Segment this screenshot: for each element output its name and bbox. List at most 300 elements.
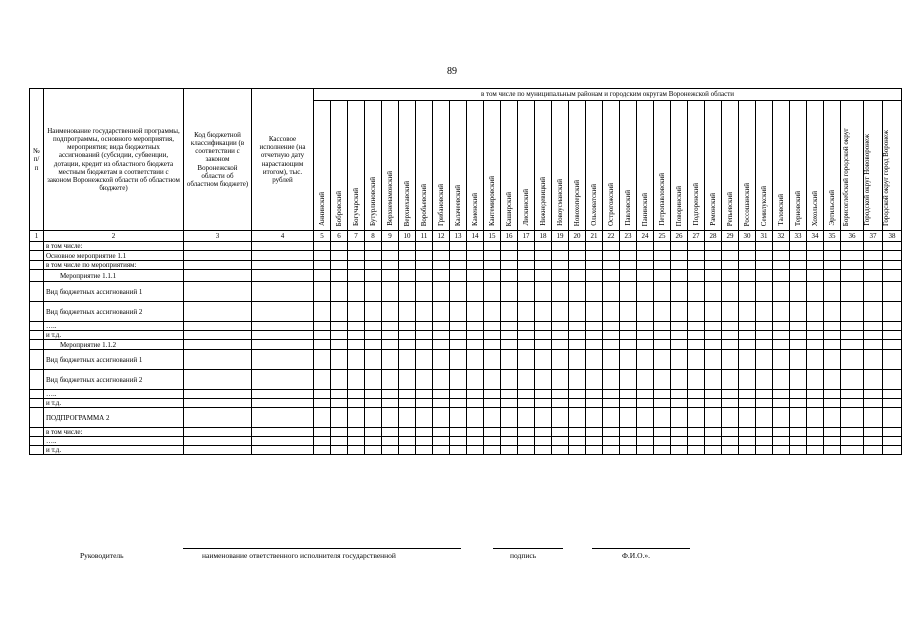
- data-cell: [535, 399, 552, 408]
- data-cell: [722, 261, 739, 270]
- data-cell: [450, 370, 467, 390]
- data-cell: [722, 350, 739, 370]
- header-district: Кантемировский: [484, 101, 501, 231]
- row-number-cell: [30, 242, 44, 251]
- data-cell: [450, 350, 467, 370]
- name-caption: наименование ответственного исполнителя государственной: [202, 551, 396, 560]
- data-cell: [883, 428, 902, 437]
- data-cell: [552, 282, 569, 302]
- data-cell: [790, 251, 807, 261]
- data-cell: [654, 340, 671, 350]
- data-cell: [790, 282, 807, 302]
- header-district: Верхнемамонский: [382, 101, 399, 231]
- header-district: Терновский: [790, 101, 807, 231]
- data-cell: [773, 408, 790, 428]
- page-number: 89: [447, 66, 457, 77]
- data-cell: [654, 408, 671, 428]
- data-cell: [433, 322, 450, 331]
- column-number: 12: [433, 231, 450, 242]
- data-cell: [484, 251, 501, 261]
- row-label: …..: [44, 322, 184, 331]
- header-district: Богучарский: [348, 101, 365, 231]
- data-cell: [705, 322, 722, 331]
- data-cell: [552, 261, 569, 270]
- data-cell: [535, 370, 552, 390]
- data-cell: [252, 350, 314, 370]
- data-cell: [637, 428, 654, 437]
- data-cell: [864, 242, 883, 251]
- data-cell: [739, 437, 756, 446]
- data-cell: [654, 437, 671, 446]
- data-cell: [518, 340, 535, 350]
- data-cell: [535, 340, 552, 350]
- data-cell: [348, 399, 365, 408]
- data-cell: [184, 302, 252, 322]
- data-cell: [569, 340, 586, 350]
- data-cell: [864, 390, 883, 399]
- data-cell: [739, 390, 756, 399]
- data-cell: [450, 399, 467, 408]
- row-label: в том числе по мероприятиям:: [44, 261, 184, 270]
- column-number: 27: [688, 231, 705, 242]
- column-number: 26: [671, 231, 688, 242]
- data-cell: [883, 370, 902, 390]
- data-cell: [790, 322, 807, 331]
- data-cell: [586, 399, 603, 408]
- data-cell: [433, 340, 450, 350]
- data-cell: [824, 350, 841, 370]
- data-cell: [484, 408, 501, 428]
- header-district: Новоусманский: [552, 101, 569, 231]
- data-cell: [705, 428, 722, 437]
- column-number: 9: [382, 231, 399, 242]
- data-cell: [467, 408, 484, 428]
- data-cell: [824, 282, 841, 302]
- data-cell: [365, 242, 382, 251]
- data-cell: [705, 270, 722, 282]
- fio-caption: Ф.И.О.».: [622, 551, 651, 560]
- data-cell: [348, 251, 365, 261]
- header-district: Калачеевский: [450, 101, 467, 231]
- data-cell: [518, 331, 535, 340]
- data-cell: [382, 261, 399, 270]
- data-cell: [654, 350, 671, 370]
- data-cell: [467, 350, 484, 370]
- data-cell: [705, 282, 722, 302]
- data-cell: [705, 370, 722, 390]
- data-cell: [864, 302, 883, 322]
- data-cell: [382, 437, 399, 446]
- data-cell: [365, 340, 382, 350]
- column-number: 22: [603, 231, 620, 242]
- data-cell: [841, 282, 864, 302]
- data-cell: [399, 261, 416, 270]
- data-cell: [535, 282, 552, 302]
- data-cell: [184, 270, 252, 282]
- data-cell: [365, 390, 382, 399]
- header-district: Эртильский: [824, 101, 841, 231]
- data-cell: [864, 437, 883, 446]
- data-cell: [252, 302, 314, 322]
- data-cell: [501, 446, 518, 455]
- data-cell: [552, 408, 569, 428]
- data-cell: [382, 331, 399, 340]
- data-cell: [314, 242, 331, 251]
- row-label: Вид бюджетных ассигнований 1: [44, 282, 184, 302]
- data-cell: [365, 370, 382, 390]
- data-cell: [807, 446, 824, 455]
- column-number: 18: [535, 231, 552, 242]
- column-number: 24: [637, 231, 654, 242]
- data-cell: [637, 399, 654, 408]
- data-cell: [433, 331, 450, 340]
- data-cell: [756, 282, 773, 302]
- data-cell: [790, 242, 807, 251]
- data-cell: [790, 437, 807, 446]
- header-district: Лискинский: [518, 101, 535, 231]
- data-cell: [382, 251, 399, 261]
- data-cell: [586, 408, 603, 428]
- report-table: [29, 88, 902, 455]
- signature-line: [493, 548, 563, 549]
- row-label: и т.д.: [44, 446, 184, 455]
- data-cell: [535, 331, 552, 340]
- data-cell: [348, 282, 365, 302]
- data-cell: [620, 408, 637, 428]
- data-cell: [790, 261, 807, 270]
- data-cell: [883, 270, 902, 282]
- data-cell: [603, 242, 620, 251]
- table-row: [30, 408, 902, 428]
- data-cell: [331, 399, 348, 408]
- data-cell: [654, 302, 671, 322]
- data-cell: [365, 446, 382, 455]
- data-cell: [382, 370, 399, 390]
- column-number: 1: [30, 231, 44, 242]
- data-cell: [501, 370, 518, 390]
- data-cell: [883, 302, 902, 322]
- table-row: [30, 261, 902, 270]
- column-number: 35: [824, 231, 841, 242]
- data-cell: [569, 370, 586, 390]
- data-cell: [365, 261, 382, 270]
- data-cell: [399, 399, 416, 408]
- data-cell: [535, 390, 552, 399]
- table-row: [30, 428, 902, 437]
- data-cell: [864, 251, 883, 261]
- data-cell: [518, 437, 535, 446]
- data-cell: [654, 282, 671, 302]
- data-cell: [790, 408, 807, 428]
- data-cell: [467, 251, 484, 261]
- data-cell: [688, 408, 705, 428]
- data-cell: [790, 331, 807, 340]
- data-cell: [586, 322, 603, 331]
- data-cell: [756, 261, 773, 270]
- data-cell: [603, 408, 620, 428]
- data-cell: [467, 322, 484, 331]
- data-cell: [705, 446, 722, 455]
- data-cell: [416, 270, 433, 282]
- data-cell: [586, 261, 603, 270]
- row-label: Вид бюджетных ассигнований 2: [44, 302, 184, 322]
- data-cell: [705, 399, 722, 408]
- header-district: Городской округ Нововоронеж: [864, 101, 883, 231]
- data-cell: [348, 390, 365, 399]
- data-cell: [552, 270, 569, 282]
- data-cell: [331, 437, 348, 446]
- data-cell: [637, 340, 654, 350]
- data-cell: [416, 370, 433, 390]
- data-cell: [722, 331, 739, 340]
- data-cell: [688, 399, 705, 408]
- data-cell: [688, 390, 705, 399]
- table-row: [30, 282, 902, 302]
- data-cell: [586, 251, 603, 261]
- data-cell: [586, 302, 603, 322]
- data-cell: [382, 408, 399, 428]
- header-district: Рамонский: [705, 101, 722, 231]
- table-row: [30, 340, 902, 350]
- data-cell: [824, 340, 841, 350]
- data-cell: [467, 340, 484, 350]
- data-cell: [184, 282, 252, 302]
- data-cell: [399, 370, 416, 390]
- row-number-cell: [30, 302, 44, 322]
- data-cell: [773, 428, 790, 437]
- data-cell: [399, 251, 416, 261]
- column-number: 5: [314, 231, 331, 242]
- column-number: 38: [883, 231, 902, 242]
- data-cell: [399, 446, 416, 455]
- data-cell: [807, 437, 824, 446]
- data-cell: [348, 428, 365, 437]
- data-cell: [739, 251, 756, 261]
- data-cell: [705, 340, 722, 350]
- data-cell: [586, 350, 603, 370]
- data-cell: [314, 270, 331, 282]
- data-cell: [450, 261, 467, 270]
- data-cell: [654, 428, 671, 437]
- data-cell: [252, 390, 314, 399]
- table-row: [30, 446, 902, 455]
- data-cell: [790, 446, 807, 455]
- data-cell: [807, 322, 824, 331]
- data-cell: [773, 399, 790, 408]
- data-cell: [365, 302, 382, 322]
- data-cell: [450, 340, 467, 350]
- data-cell: [184, 242, 252, 251]
- data-cell: [382, 350, 399, 370]
- data-cell: [756, 251, 773, 261]
- header-district: Городской округ город Воронеж: [883, 101, 902, 231]
- data-cell: [739, 370, 756, 390]
- data-cell: [382, 399, 399, 408]
- column-number: 32: [773, 231, 790, 242]
- data-cell: [739, 242, 756, 251]
- row-number-cell: [30, 322, 44, 331]
- data-cell: [569, 350, 586, 370]
- data-cell: [484, 399, 501, 408]
- header-district: Поворинский: [671, 101, 688, 231]
- header-district: Подгоренский: [688, 101, 705, 231]
- data-cell: [569, 446, 586, 455]
- data-cell: [184, 390, 252, 399]
- data-cell: [841, 428, 864, 437]
- data-cell: [252, 261, 314, 270]
- data-cell: [688, 270, 705, 282]
- data-cell: [586, 331, 603, 340]
- data-cell: [773, 282, 790, 302]
- data-cell: [807, 242, 824, 251]
- data-cell: [722, 340, 739, 350]
- data-cell: [671, 282, 688, 302]
- data-cell: [671, 270, 688, 282]
- data-cell: [535, 437, 552, 446]
- data-cell: [637, 261, 654, 270]
- data-cell: [824, 302, 841, 322]
- data-cell: [790, 270, 807, 282]
- data-cell: [552, 322, 569, 331]
- data-cell: [824, 270, 841, 282]
- data-cell: [518, 302, 535, 322]
- data-cell: [671, 302, 688, 322]
- data-cell: [484, 261, 501, 270]
- data-cell: [864, 446, 883, 455]
- data-cell: [569, 302, 586, 322]
- data-cell: [416, 322, 433, 331]
- data-cell: [433, 399, 450, 408]
- data-cell: [348, 242, 365, 251]
- data-cell: [620, 270, 637, 282]
- header-district: Ольховатский: [586, 101, 603, 231]
- header-district: Верхнехавский: [399, 101, 416, 231]
- data-cell: [824, 322, 841, 331]
- data-cell: [688, 350, 705, 370]
- data-cell: [841, 446, 864, 455]
- data-cell: [314, 322, 331, 331]
- signature-caption: подпись: [510, 551, 537, 560]
- data-cell: [518, 408, 535, 428]
- header-district: Каменский: [467, 101, 484, 231]
- table-row: [30, 242, 902, 251]
- data-cell: [569, 242, 586, 251]
- data-cell: [501, 282, 518, 302]
- data-cell: [864, 428, 883, 437]
- data-cell: [382, 302, 399, 322]
- data-cell: [348, 331, 365, 340]
- header-district: Новохоперский: [569, 101, 586, 231]
- header-district: Россошанский: [739, 101, 756, 231]
- data-cell: [184, 251, 252, 261]
- data-cell: [314, 428, 331, 437]
- row-number-cell: [30, 331, 44, 340]
- data-cell: [603, 340, 620, 350]
- data-cell: [603, 446, 620, 455]
- data-cell: [184, 350, 252, 370]
- data-cell: [807, 399, 824, 408]
- header-budget-code: Код бюджетной классификации (в соответствии с законом Воронежской области об областном бюджете): [184, 89, 252, 231]
- data-cell: [671, 251, 688, 261]
- data-cell: [705, 408, 722, 428]
- data-cell: [433, 302, 450, 322]
- data-cell: [552, 242, 569, 251]
- data-cell: [603, 399, 620, 408]
- data-cell: [841, 331, 864, 340]
- data-cell: [518, 390, 535, 399]
- data-cell: [637, 302, 654, 322]
- data-cell: [756, 322, 773, 331]
- data-cell: [654, 261, 671, 270]
- data-cell: [252, 270, 314, 282]
- data-cell: [348, 340, 365, 350]
- header-district: Бобровский: [331, 101, 348, 231]
- data-cell: [603, 322, 620, 331]
- data-cell: [722, 282, 739, 302]
- data-cell: [603, 270, 620, 282]
- header-district: Таловский: [773, 101, 790, 231]
- data-cell: [688, 261, 705, 270]
- data-cell: [756, 340, 773, 350]
- data-cell: [569, 390, 586, 399]
- data-cell: [864, 399, 883, 408]
- column-number: 13: [450, 231, 467, 242]
- data-cell: [883, 340, 902, 350]
- data-cell: [654, 242, 671, 251]
- data-cell: [501, 350, 518, 370]
- data-cell: [705, 302, 722, 322]
- data-cell: [348, 302, 365, 322]
- data-cell: [671, 350, 688, 370]
- data-cell: [450, 437, 467, 446]
- data-cell: [586, 242, 603, 251]
- data-cell: [501, 428, 518, 437]
- data-cell: [382, 282, 399, 302]
- data-cell: [807, 282, 824, 302]
- data-cell: [569, 322, 586, 331]
- row-number-cell: [30, 251, 44, 261]
- data-cell: [671, 428, 688, 437]
- data-cell: [722, 390, 739, 399]
- data-cell: [365, 322, 382, 331]
- data-cell: [569, 399, 586, 408]
- data-cell: [722, 428, 739, 437]
- data-cell: [331, 322, 348, 331]
- data-cell: [552, 437, 569, 446]
- row-label: …..: [44, 390, 184, 399]
- data-cell: [348, 446, 365, 455]
- data-cell: [501, 261, 518, 270]
- data-cell: [637, 390, 654, 399]
- data-cell: [773, 261, 790, 270]
- data-cell: [399, 437, 416, 446]
- header-district: Нижнедевицкий: [535, 101, 552, 231]
- data-cell: [569, 282, 586, 302]
- data-cell: [331, 446, 348, 455]
- data-cell: [450, 322, 467, 331]
- data-cell: [864, 322, 883, 331]
- row-label: Основное мероприятие 1.1: [44, 251, 184, 261]
- data-cell: [739, 270, 756, 282]
- data-cell: [450, 302, 467, 322]
- data-cell: [348, 370, 365, 390]
- data-cell: [807, 350, 824, 370]
- data-cell: [331, 242, 348, 251]
- data-cell: [416, 428, 433, 437]
- data-cell: [252, 322, 314, 331]
- data-cell: [864, 370, 883, 390]
- data-cell: [841, 242, 864, 251]
